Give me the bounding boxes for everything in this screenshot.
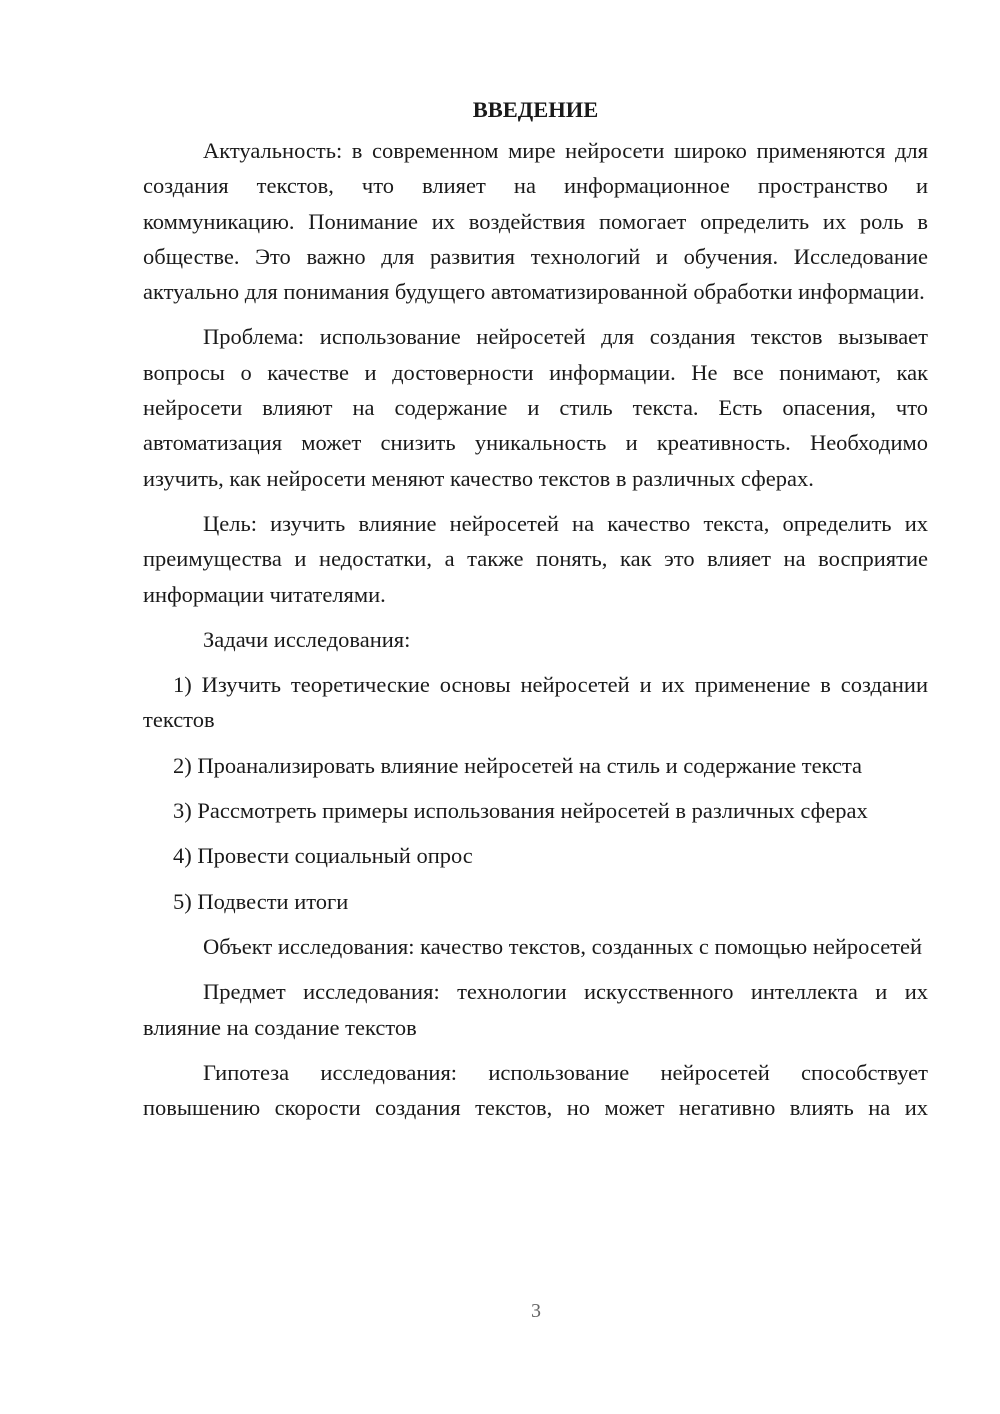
task-item-5: 5) Подвести итоги	[173, 888, 349, 914]
relevance-paragraph: Актуальность: в современном мире нейросети широко применяются для создания текстов, что влияет на информационное пространство и коммуникацию. Понимание их воздействия помогает определить их роль в обществе. Это важно для развития технологий и обучения. Исследование актуально для понимания будущего автоматизированной обработки информации.	[143, 138, 928, 305]
problem-paragraph: Проблема: использование нейросетей для создания текстов вызывает вопросы о качестве и достоверности информации. Не все понимают, как нейросети влияют на содержание и стиль текста. Есть опасения, что автоматизация может снизить уникальность и креативность. Необходимо изучить, как нейросети меняют качество текстов в различных сферах.	[143, 324, 928, 491]
object-paragraph: Объект исследования: качество текстов, созданных с помощью нейросетей	[203, 933, 923, 959]
task-item-4: 4) Провести социальный опрос	[173, 843, 473, 869]
hypothesis-paragraph: Гипотеза исследования: использование нейросетей способствует повышению скорости создания текстов, но может негативно влиять на их	[143, 1059, 928, 1121]
section-title: ВВЕДЕНИЕ	[472, 97, 599, 122]
goal-paragraph: Цель: изучить влияние нейросетей на качество текста, определить их преимущества и недостатки, а также понять, как это влияет на восприятие информации читателями.	[143, 510, 928, 607]
page-number: 3	[531, 1300, 541, 1322]
subject-paragraph: Предмет исследования: технологии искусственного интеллекта и их влияние на создание текстов	[143, 979, 928, 1040]
task-item-1: 1) Изучить теоретические основы нейросетей и их применение в создании текстов	[143, 672, 928, 733]
task-item-2: 2) Проанализировать влияние нейросетей на стиль и содержание текста	[173, 752, 863, 778]
task-item-3: 3) Рассмотреть примеры использования нейросетей в различных сферах	[173, 798, 868, 824]
document-page	[143, 92, 928, 1135]
tasks-heading: Задачи исследования:	[203, 626, 411, 652]
